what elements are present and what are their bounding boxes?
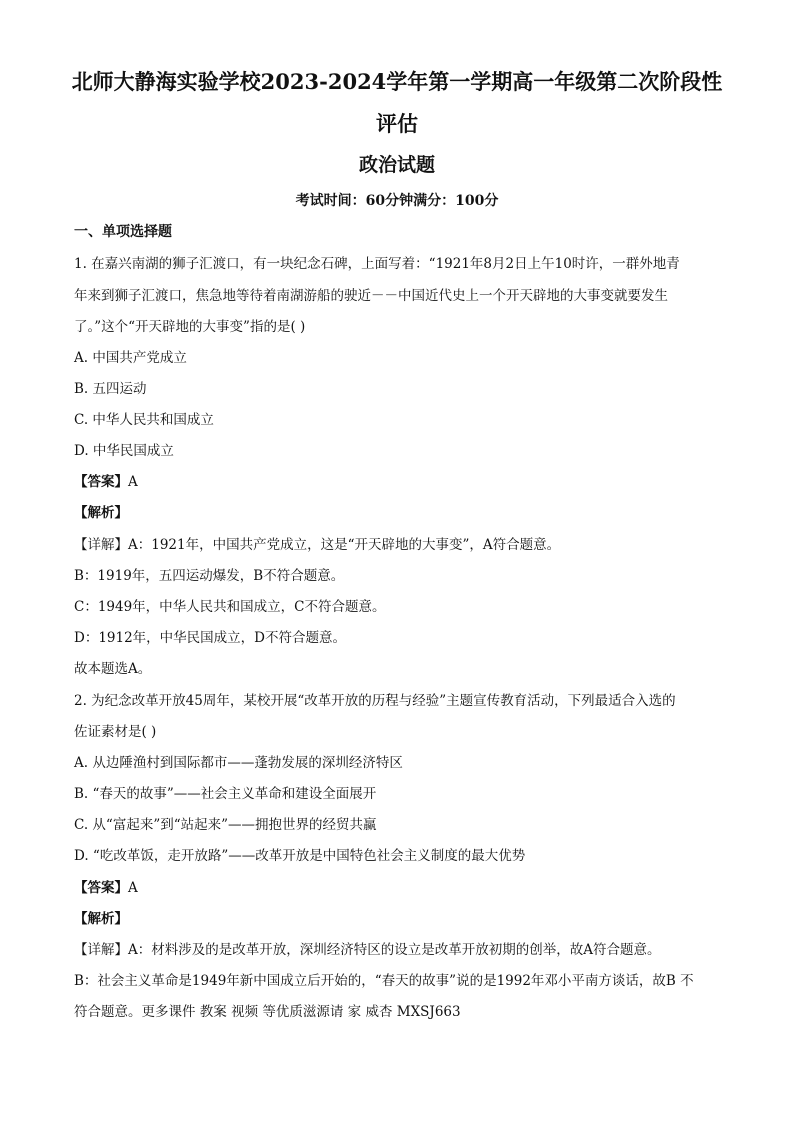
q1-option-c: C. 中华人民共和国成立: [74, 412, 214, 428]
q1-analysis-label: 【解析】: [74, 505, 128, 521]
q2-analysis-label: 【解析】: [74, 911, 128, 927]
exam-info: 考试时间：60分钟满分：100分: [295, 193, 499, 209]
answer-value: A: [128, 880, 138, 896]
q1-option-a: A. 中国共产党成立: [74, 350, 187, 366]
answer-label: 【答案】: [74, 474, 128, 490]
q2-option-c: C. 从“富起来”到“站起来”——拥抱世界的经贸共赢: [74, 817, 377, 833]
answer-value: A: [128, 474, 138, 490]
q1-option-d: D. 中华民国成立: [74, 443, 174, 459]
answer-label: 【答案】: [74, 880, 128, 896]
q2-option-a: A. 从边陲渔村到国际都市——蓬勃发展的深圳经济特区: [74, 755, 403, 771]
q1-detail-a: 【详解】A：1921年，中国共产党成立，这是“开天辟地的大事变”，A符合题意。: [74, 537, 561, 553]
q1-conclusion: 故本题选A。: [74, 661, 152, 677]
q2-answer: [74, 879, 724, 897]
q1-detail-d: D：1912年，中华民国成立，D不符合题意。: [74, 630, 347, 646]
q1-answer: [74, 473, 724, 491]
q1-detail-c: C：1949年，中华人民共和国成立，C不符合题意。: [74, 599, 386, 615]
document-title-line2: 评估: [376, 111, 418, 136]
q1-option-b: B. 五四运动: [74, 381, 147, 397]
q2-option-b: B. “春天的故事”——社会主义革命和建设全面展开: [74, 786, 377, 802]
detail-label: 【详解】: [74, 537, 128, 553]
q1-stem-line1: 1. 在嘉兴南湖的狮子汇渡口，有一块纪念石碑，上面写着：“1921年8月2日上午10时许，一群外地青: [74, 256, 680, 272]
detail-label: 【详解】: [74, 942, 128, 958]
q2-option-d: D. “吃改革饭，走开放路”——改革开放是中国特色社会主义制度的最大优势: [74, 848, 526, 864]
q2-detail-b-line2: 符合题意。更多课件 教案 视频 等优质滋源请 家 威杏 MXSJ663: [74, 1004, 461, 1020]
q1-stem-line3: 了。”这个“开天辟地的大事变”指的是( ): [74, 319, 306, 335]
subject-title: 政治试题: [358, 154, 435, 176]
section-title: 一、单项选择题: [74, 224, 172, 240]
q2-stem-line2: 佐证素材是( ): [74, 724, 157, 740]
q2-detail-b-line1: B：社会主义革命是1949年新中国成立后开始的，“春天的故事”说的是1992年邓小平南方谈话，故B 不: [74, 973, 694, 989]
q1-stem-line2: 年来到狮子汇渡口，焦急地等待着南湖游船的驶近－－中国近代史上一个开天辟地的大事变就要发生: [74, 288, 668, 304]
document-title-line1: 北师大静海实验学校2023-2024学年第一学期高一年级第二次阶段性: [71, 69, 723, 94]
q2-stem-line1: 2. 为纪念改革开放45周年，某校开展“改革开放的历程与经验”主题宣传教育活动，下列最适合入选的: [74, 693, 676, 709]
q2-detail-a: 【详解】A：材料涉及的是改革开放，深圳经济特区的设立是改革开放初期的创举，故A符合题意。: [74, 942, 661, 958]
q1-detail-b: B：1919年，五四运动爆发，B不符合题意。: [74, 568, 345, 584]
